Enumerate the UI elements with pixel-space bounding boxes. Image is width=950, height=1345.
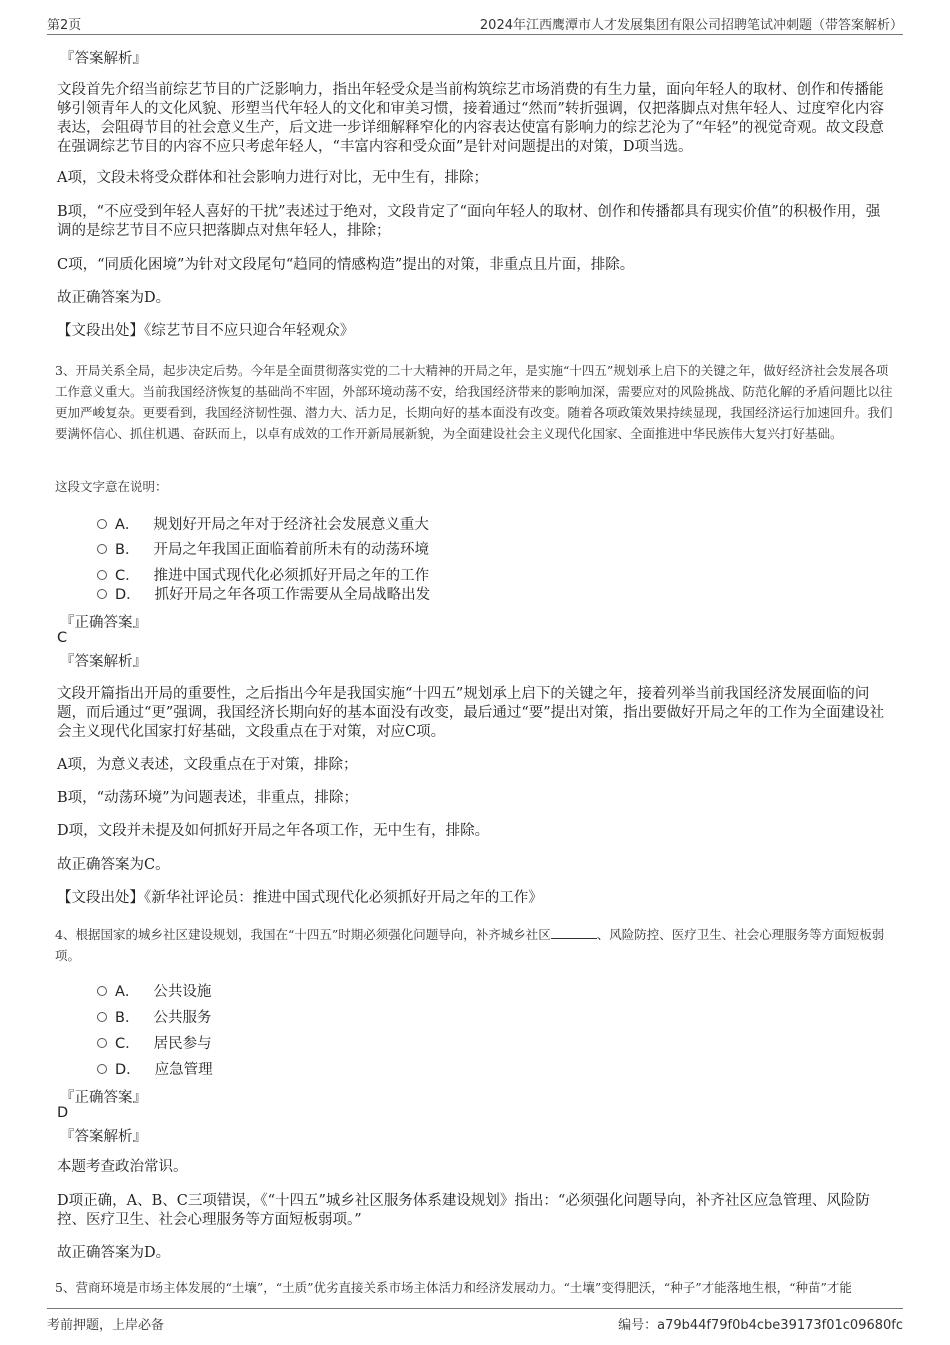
q3-b-note: B项，“动荡环境”为问题表述，非重点，排除；: [57, 790, 358, 806]
q3-option-a[interactable]: A． 规划好开局之年对于经济社会发展意义重大: [97, 513, 429, 533]
q3-source: 【文段出处】《新华社评论员：推进中国式现代化必须抓好开局之年的工作》: [57, 890, 543, 906]
q4-topic: 本题考查政治常识。: [57, 1159, 188, 1175]
page-number: 第2页: [47, 18, 82, 33]
q3-option-c[interactable]: C． 推进中国式现代化必须抓好开局之年的工作: [97, 564, 429, 584]
q4-correct-label: 『正确答案』: [60, 1090, 147, 1106]
radio-button-icon[interactable]: [97, 1064, 107, 1074]
q3-a-note: A项，为意义表述，文段重点在于对策，排除；: [57, 757, 358, 773]
q4-question: 4、根据国家的城乡社区建设规划，我国在“十四五”时期必须强化问题导向，补齐城乡社区 、风险防控、医疗卫生、社会心理服务等方面短板弱项。: [55, 927, 885, 963]
q3-analysis-label: 『答案解析』: [60, 654, 147, 670]
document-title: 2024年江西鹰潭市人才发展集团有限公司招聘笔试冲刺题（带答案解析）: [479, 18, 903, 33]
q2-source: 【文段出处】《综艺节目不应只迎合年轻观众》: [57, 323, 355, 339]
q4-conclusion: 故正确答案为D。: [57, 1245, 171, 1261]
page-header: [47, 12, 903, 35]
q3-question: 3、开局关系全局，起步决定后势。今年是全面贯彻落实党的二十大精神的开局之年，是实施“十四五”规划承上启下的关键之年，做好经济社会发展各项工作意义重大。当前我国经济恢复的基础尚不牢固，外部环境动荡不安，给我国经济带来的影响加深，需要应对的风险挑战、防范化解的矛盾问题比以往更加严峻复杂。更要看到，我国经济韧性强、潜力大、活力足，长期向好的基本面没有改变。随着各项政策效果持续显现，我国经济运行加速回升。我们要满怀信心、抓住机遇、奋跃而上，以卓有成效的工作开新局展新貌，为全面建设社会主义现代化国家、全面推进中华民族伟大复兴打好基础。: [55, 363, 893, 441]
q5-question: 5、营商环境是市场主体发展的“土壤”，“土质”优劣直接关系市场主体活力和经济发展动力。“土壤”变得肥沃，“种子”才能落地生根，“种苗”才能: [55, 1280, 852, 1295]
q3-option-b[interactable]: B． 开局之年我国正面临着前所未有的动荡环境: [97, 538, 429, 558]
q4-option-c[interactable]: C． 居民参与: [97, 1032, 212, 1052]
q3-correct-label: 『正确答案』: [60, 615, 147, 631]
q4-analysis: D项正确，A、B、C三项错误，《“十四五”城乡社区服务体系建设规划》指出：“必须强化问题导向，补齐社区应急管理、风险防控、医疗卫生、社会心理服务等方面短板弱项。”: [57, 1193, 870, 1228]
q4-analysis-label: 『答案解析』: [60, 1129, 147, 1145]
answer-blank: [551, 926, 597, 939]
radio-button-icon[interactable]: [97, 1038, 107, 1048]
q2-analysis: 文段首先介绍当前综艺节目的广泛影响力，指出年轻受众是当前构筑综艺市场消费的有生力量，面向年轻人的取材、创作和传播能够引领青年人的文化风貌、形塑当代年轻人的文化和审美习惯，接着通过“然而”转折强调，仅把落脚点对焦年轻人、过度窄化内容表达，会阻碍节目的社会意义生产，后文进一步详细解释窄化的内容表达使富有影响力的综艺沦为了“年轻”的视觉奇观。故文段意在强调综艺节目的内容不应只考虑年轻人，“丰富内容和受众面”是针对问题提出的对策，D项当选。: [57, 82, 884, 155]
radio-button-icon[interactable]: [97, 589, 107, 599]
q3-conclusion: 故正确答案为C。: [57, 857, 170, 873]
radio-button-icon[interactable]: [97, 544, 107, 554]
radio-button-icon[interactable]: [97, 986, 107, 996]
document-code: 编号：a79b44f79f0b4cbe39173f01c09680fc: [618, 1318, 903, 1333]
q3-d-note: D项，文段并未提及如何抓好开局之年各项工作，无中生有，排除。: [57, 823, 490, 839]
radio-button-icon[interactable]: [97, 570, 107, 580]
q2-c-note: C项，“同质化困境”为针对文段尾句“趋同的情感构造”提出的对策，非重点且片面，排除。: [57, 257, 635, 273]
q2-conclusion: 故正确答案为D。: [57, 290, 171, 306]
q3-prompt: 这段文字意在说明：: [55, 479, 168, 494]
q2-b-note: B项，“不应受到年轻人喜好的干扰”表述过于绝对，文段肯定了“面向年轻人的取材、创作和传播都具有现实价值”的积极作用，强调的是综艺节目不应只把落脚点对焦年轻人，排除；: [57, 204, 881, 239]
q3-correct-answer: C: [57, 630, 68, 646]
radio-button-icon[interactable]: [97, 519, 107, 529]
radio-button-icon[interactable]: [97, 1012, 107, 1022]
q2-a-note: A项，文段未将受众群体和社会影响力进行对比，无中生有，排除；: [57, 170, 488, 186]
footer-slogan: 考前押题，上岸必备: [47, 1318, 165, 1333]
q4-option-a[interactable]: A． 公共设施: [97, 980, 211, 1000]
q3-analysis: 文段开篇指出开局的重要性，之后指出今年是我国实施“十四五”规划承上启下的关键之年，接着列举当前我国经济发展面临的问题，而后通过“更”强调，我国经济长期向好的基本面没有改变，最后通过“要”提出对策，指出要做好开局之年的工作为全面建设社会主义现代化国家打好基础，文段重点在于对策，对应C项。: [57, 686, 885, 740]
page-footer: [47, 1308, 903, 1331]
q3-option-d[interactable]: D． 抓好开局之年各项工作需要从全局战略出发: [97, 583, 430, 603]
q4-option-d[interactable]: D． 应急管理: [97, 1058, 213, 1078]
q2-analysis-label: 『答案解析』: [60, 51, 147, 67]
q4-correct-answer: D: [57, 1105, 69, 1121]
q4-option-b[interactable]: B． 公共服务: [97, 1006, 211, 1026]
